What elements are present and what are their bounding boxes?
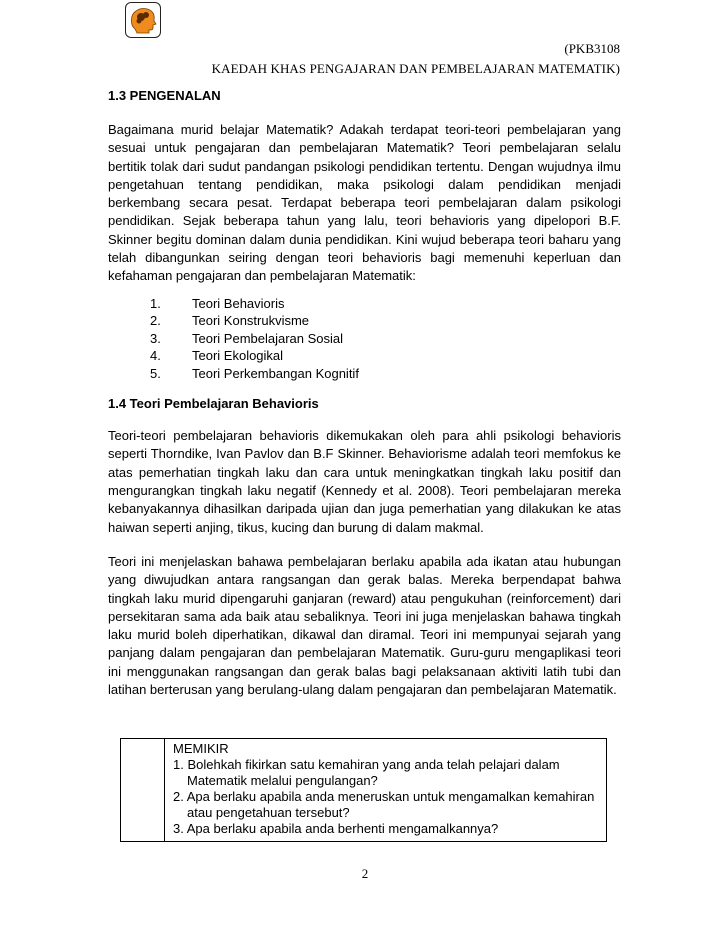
list-item: 1. Teori Behavioris bbox=[150, 295, 285, 311]
head-brain-icon bbox=[125, 2, 161, 38]
header-course-code: (PKB3108 bbox=[564, 41, 620, 56]
box-divider bbox=[164, 739, 165, 841]
paragraph-behavioris-1: Teori-teori pembelajaran behavioris dikemukakan oleh para ahli psikologi behavioris seperti Thorndike, Ivan Pavlov dan B.F Skinner. Behaviorisme adalah teori memfokus ke atas pemerhatian tingkah laku dan cara untuk meningkatkan tingkah laku positif dan mengurangkan tingkah laku negatif (Kennedy et al. 2008). Teori pembelajaran mereka kebanyakannya dihasilkan daripada ujian dan juga pemerhatian yang dilakukan ke atas haiwan seperti anjing, tikus, kucing dan burung di dalam makmal. bbox=[108, 428, 621, 535]
paragraph-pengenalan: Bagaimana murid belajar Matematik? Adakah terdapat teori-teori pembelajaran yang sesuai untuk pengajaran dan pembelajaran Matematik? Teori pembelajaran selalu bertitik tolak dari sudut pandangan psikologi pendidikan tertentu. Dengan wujudnya ilmu pengetahuan tentang pendidikan, maka psikologi dalam pendidikan menjadi berkembang secara pesat. Terdapat beberapa teori pembelajaran dalam psikologi pendidikan. Sejak beberapa tahun yang lalu, teori behavioris yang dipelopori B.F. Skinner begitu dominan dalam dunia pendidikan. Kini wujud beberapa teori baharu yang telah dibangunkan seiring dengan teori behavioris bagi memenuhi keperluan dan kefahaman pengajaran dan pembelajaran Matematik: bbox=[108, 122, 621, 284]
document-body bbox=[108, 86, 621, 699]
theory-list bbox=[108, 295, 621, 383]
list-item: 4. Teori Ekologikal bbox=[150, 348, 284, 364]
box-question: 1. Bolehkah fikirkan satu kemahiran yang anda telah pelajari dalam Matematik melalui pengulangan? bbox=[173, 757, 560, 788]
list-item: 3. Teori Pembelajaran Sosial bbox=[150, 330, 344, 346]
section-heading-pengenalan: 1.3 PENGENALAN bbox=[108, 88, 221, 103]
box-title: MEMIKIR bbox=[173, 741, 229, 756]
box-question: 2. Apa berlaku apabila anda meneruskan untuk mengamalkan kemahiran atau pengetahuan tersebut? bbox=[173, 789, 595, 820]
section-heading-behavioris: 1.4 Teori Pembelajaran Behavioris bbox=[108, 396, 319, 412]
list-item: 2. Teori Konstrukvisme bbox=[150, 313, 310, 329]
header-title: KAEDAH KHAS PENGAJARAN DAN PEMBELAJARAN MATEMATIK) bbox=[211, 61, 620, 76]
box-question: 3. Apa berlaku apabila anda berhenti mengamalkannya? bbox=[173, 821, 499, 836]
page-number: 2 bbox=[361, 866, 369, 881]
list-item: 5. Teori Perkembangan Kognitif bbox=[150, 365, 359, 381]
memikir-box bbox=[120, 738, 607, 842]
paragraph-behavioris-2: Teori ini menjelaskan bahawa pembelajaran berlaku apabila ada ikatan atau hubungan yang diwujudkan antara rangsangan dan gerak balas. Mereka berpendapat bahwa tingkah laku murid dipengaruhi ganjaran (reward) atau pengukuhan (reinforcement) dari persekitaran sama ada baik atau sebaliknya. Teori ini juga menjelaskan bahawa tingkah laku murid boleh diperhatikan, dikawal dan diramal. Teori ini mempunyai sejarah yang panjang dalam pengajaran dan pembelajaran Matematik. Guru-guru mengaplikasi teori ini menggunakan rangsangan dan gerak balas bagi pelaksanaan aktiviti latih tubi dan latihan berterusan yang berulang-ulang dalam pengajaran dan pembelajaran Matematik. bbox=[108, 553, 621, 698]
